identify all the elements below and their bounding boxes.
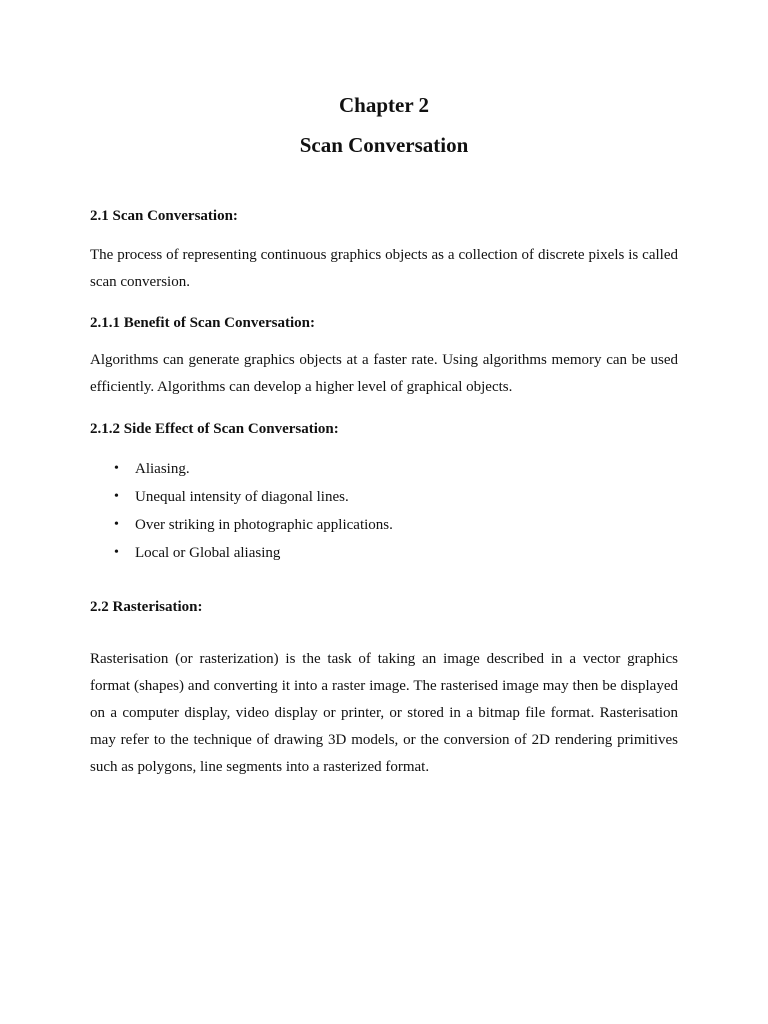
chapter-title: Chapter 2 (338, 93, 430, 117)
bullet-icon: • (114, 545, 119, 560)
list-item-text: Local or Global aliasing (135, 545, 281, 561)
bullet-icon: • (114, 489, 119, 504)
list-item (90, 511, 678, 539)
list-item (90, 455, 678, 483)
list-item-text: Aliasing. (135, 461, 190, 477)
list-item-text: Over striking in photographic applications. (135, 517, 393, 533)
side-effects-list (90, 455, 678, 567)
section-2-1-2-heading: 2.1.2 Side Effect of Scan Conversation: (90, 421, 339, 437)
section-2-1-1-heading: 2.1.1 Benefit of Scan Conversation: (90, 315, 315, 331)
bullet-icon: • (114, 517, 119, 532)
section-2-2-text: Rasterisation (or rasterization) is the task of taking an image described in a vector graphics format (shapes) and converting it into a raster image. The rasterised image may then be displayed on a computer display, video display or printer, or stored in a bitmap file format. Rasterisation may refer to the technique of drawing 3D models, or the conversion of 2D rendering primitives such as polygons, line segments into a rasterized format. (90, 651, 678, 775)
section-2-1-heading: 2.1 Scan Conversation: (90, 208, 238, 224)
section-2-1-text: The process of representing continuous graphics objects as a collection of discrete pixels is called scan conversion. (90, 247, 678, 290)
section-2-2-heading: 2.2 Rasterisation: (90, 599, 203, 615)
list-item (90, 539, 678, 567)
bullet-icon: • (114, 461, 119, 476)
list-item-text: Unequal intensity of diagonal lines. (135, 489, 349, 505)
chapter-subtitle: Scan Conversation (299, 133, 469, 157)
list-item (90, 483, 678, 511)
section-2-1-1-text: Algorithms can generate graphics objects at a faster rate. Using algorithms memory can be used efficiently. Algorithms can develop a higher level of graphical objects. (90, 352, 678, 395)
